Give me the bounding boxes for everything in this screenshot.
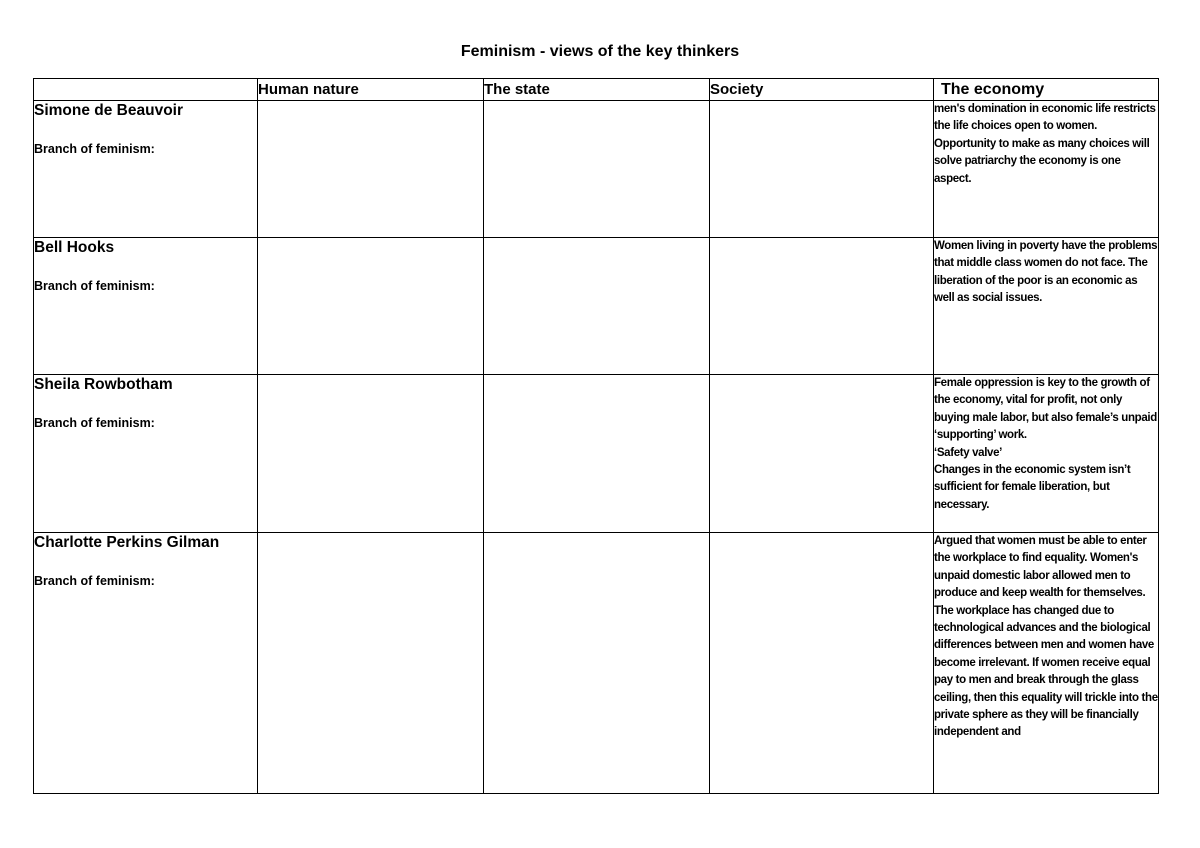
table-row (34, 238, 1159, 375)
economy-cell: Female oppression is key to the growth of the economy, vital for profit, not only buying male labor, but also female’s unpaid ‘supporting’ work. ‘Safety valve’ Changes in the economic system isn’t sufficient for female liberation, but necessary. (934, 375, 1159, 533)
state-cell (484, 101, 710, 238)
thinker-name: Bell Hooks (34, 239, 115, 256)
thinker-cell (34, 238, 258, 375)
economy-cell: men's domination in economic life restricts the life choices open to women. Opportunity to make as many choices will solve patriarchy the economy is one aspect. (934, 101, 1159, 238)
human-nature-cell (258, 533, 484, 794)
human-nature-cell (258, 375, 484, 533)
society-cell (710, 238, 934, 375)
header-the-economy: The economy (934, 79, 1159, 101)
header-the-state: The state (484, 79, 710, 101)
state-cell (484, 238, 710, 375)
thinker-name: Charlotte Perkins Gilman (34, 534, 220, 551)
branch-label: Branch of feminism: (34, 279, 155, 293)
economy-cell: Argued that women must be able to enter the workplace to find equality. Women's unpaid domestic labor allowed men to produce and keep wealth for themselves. The workplace has changed due to technological advances and the biological differences between men and women have become irrelevant. If women receive equal pay to men and break through the glass ceiling, then this equality will trickle into the private sphere as they will be financially independent and (934, 533, 1159, 794)
thinkers-table (33, 78, 1159, 794)
thinker-cell (34, 375, 258, 533)
state-cell (484, 375, 710, 533)
page-title: Feminism - views of the key thinkers (460, 43, 740, 60)
thinker-name: Sheila Rowbotham (34, 376, 173, 393)
header-human-nature: Human nature (258, 79, 484, 101)
table-row (34, 101, 1159, 238)
header-society: Society (710, 79, 934, 101)
economy-cell: Women living in poverty have the problems that middle class women do not face. The liberation of the poor is an economic as well as social issues. (934, 238, 1159, 375)
header-row (34, 79, 1159, 101)
branch-label: Branch of feminism: (34, 574, 155, 588)
thinker-cell (34, 533, 258, 794)
table-row (34, 375, 1159, 533)
branch-label: Branch of feminism: (34, 142, 155, 156)
table-row (34, 533, 1159, 794)
thinker-cell (34, 101, 258, 238)
society-cell (710, 101, 934, 238)
society-cell (710, 533, 934, 794)
society-cell (710, 375, 934, 533)
header-blank (34, 79, 258, 101)
human-nature-cell (258, 238, 484, 375)
thinker-name: Simone de Beauvoir (34, 102, 184, 119)
human-nature-cell (258, 101, 484, 238)
branch-label: Branch of feminism: (34, 416, 155, 430)
state-cell (484, 533, 710, 794)
